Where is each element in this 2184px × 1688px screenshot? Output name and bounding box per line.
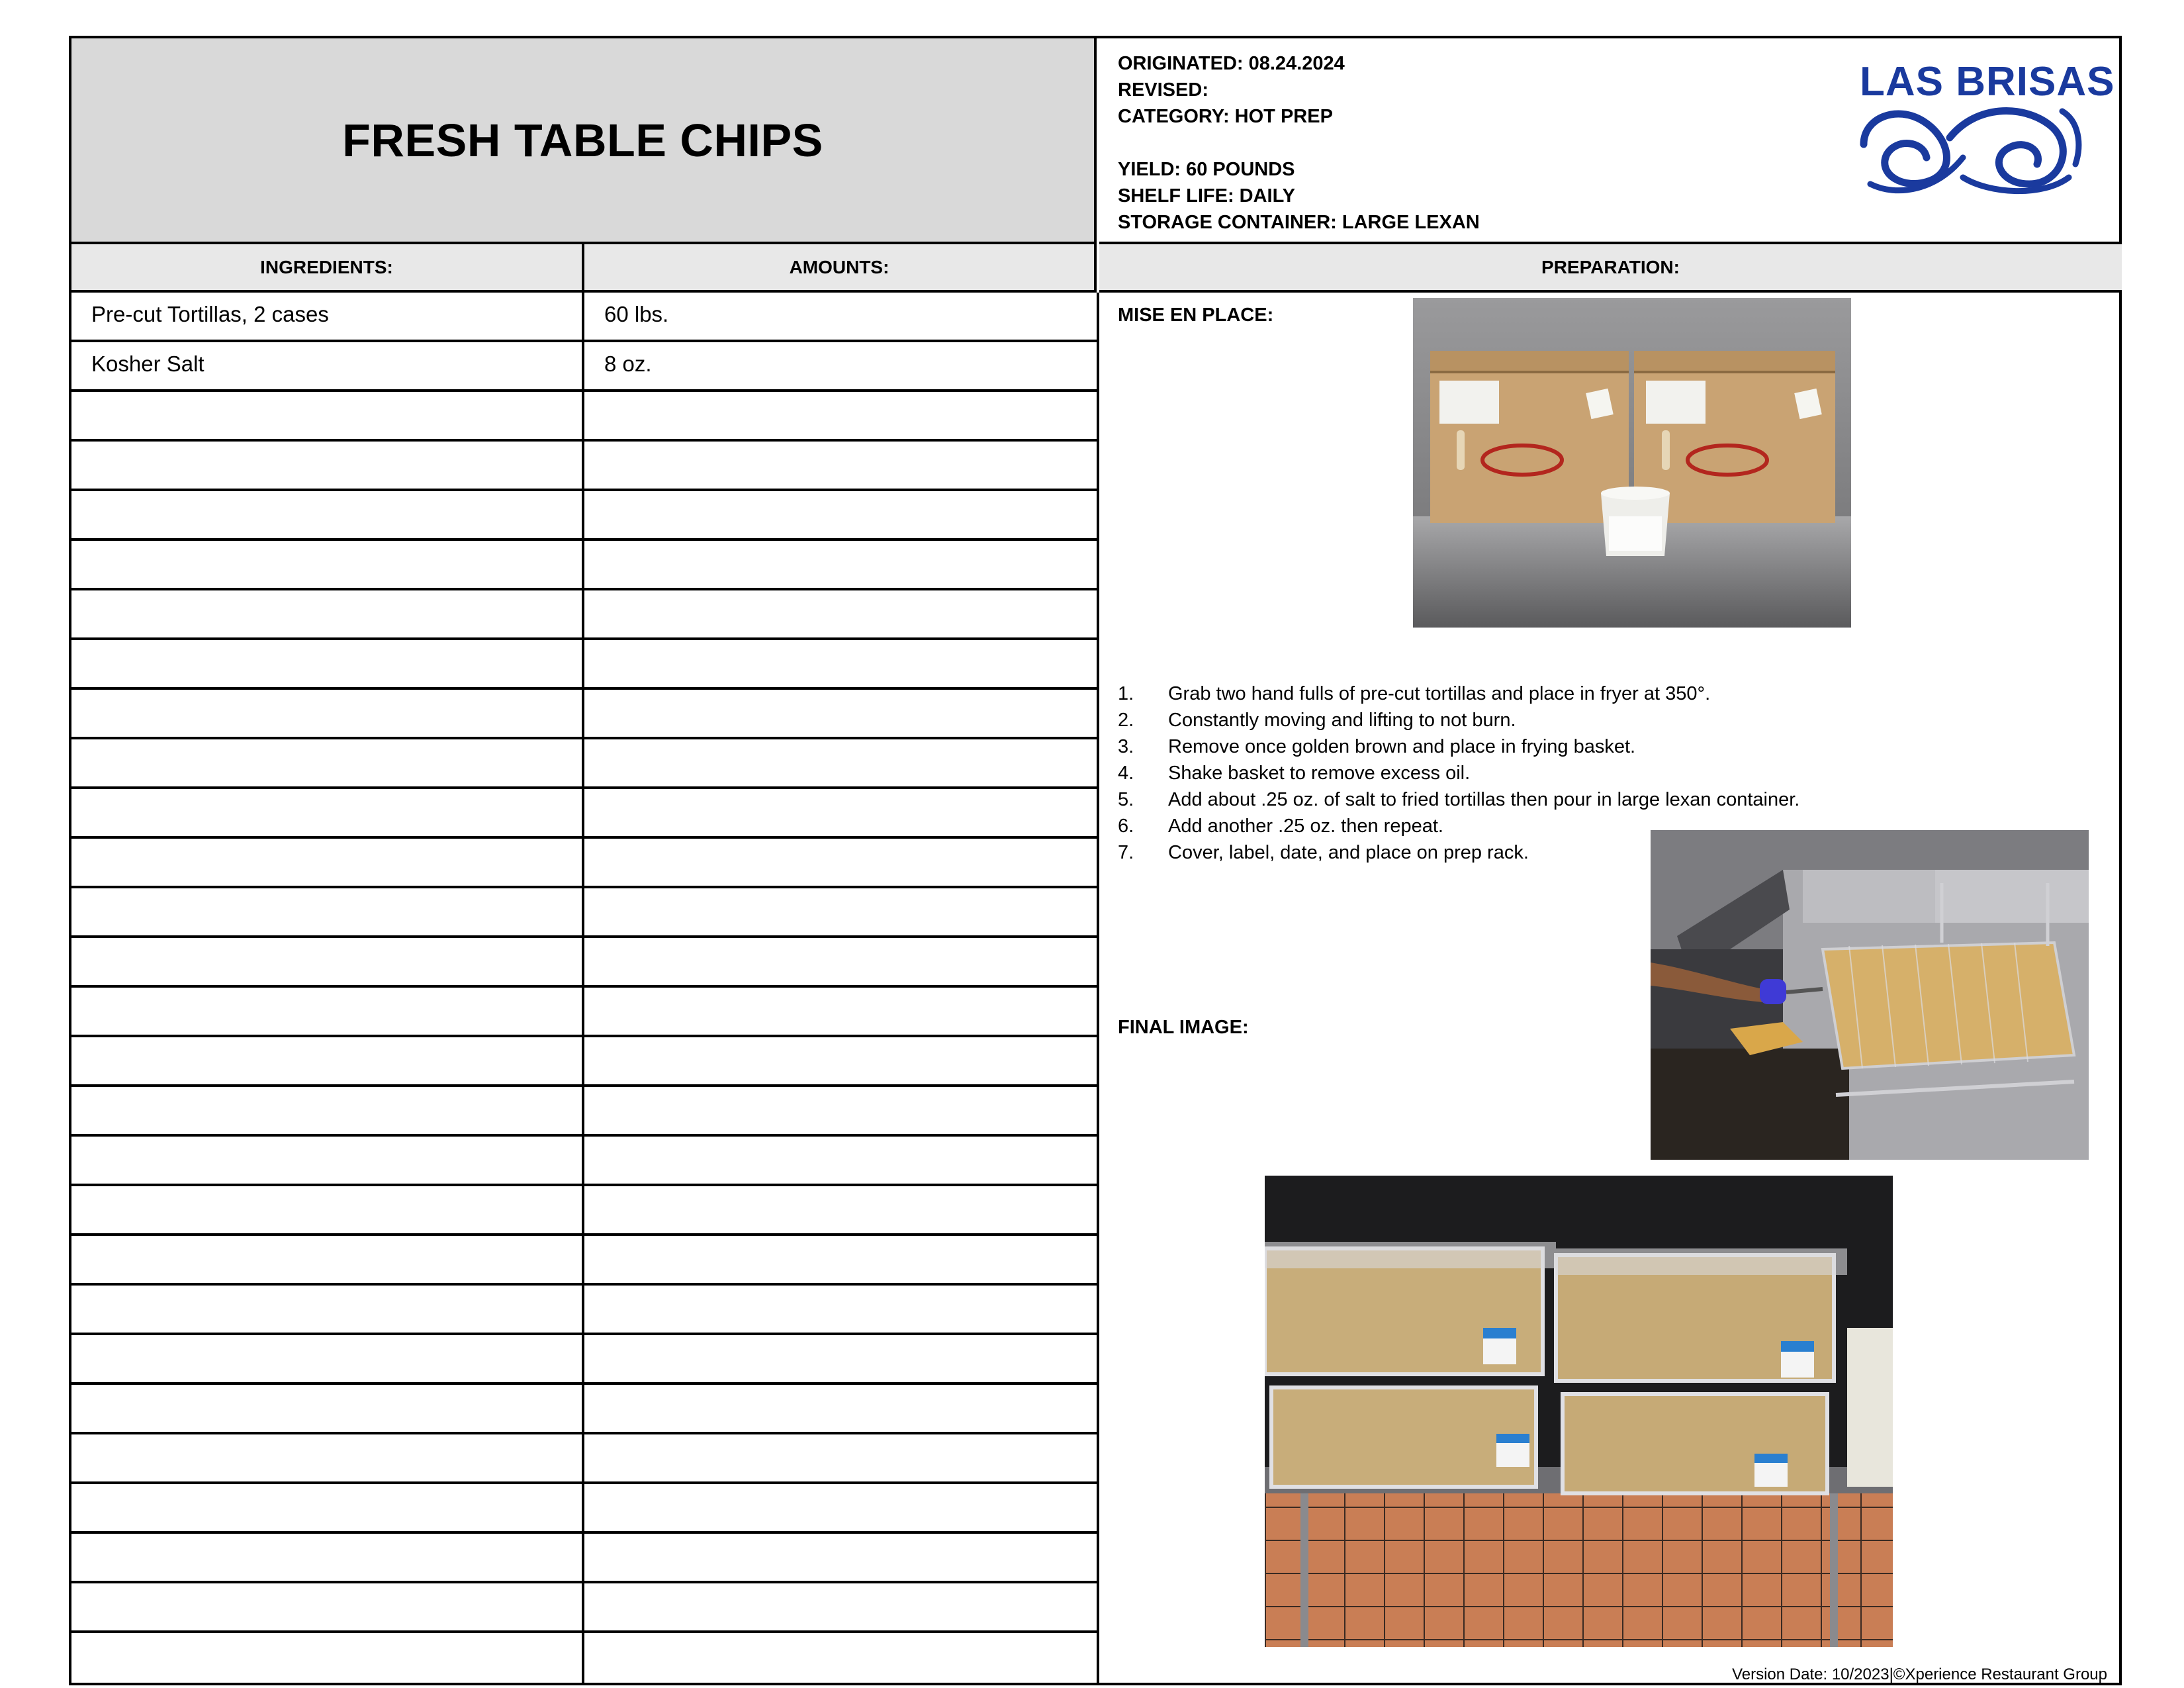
table-row bbox=[71, 1137, 1097, 1186]
step-number: 7. bbox=[1118, 842, 1134, 863]
shelf-life: SHELF LIFE: DAILY bbox=[1118, 185, 1295, 207]
ingredient-cell: Pre-cut Tortillas, 2 cases bbox=[71, 293, 584, 340]
amount-cell bbox=[584, 888, 1097, 935]
table-row bbox=[71, 442, 1097, 491]
table-row bbox=[71, 1087, 1097, 1137]
amount-cell bbox=[584, 1583, 1097, 1630]
table-row bbox=[71, 541, 1097, 590]
table-row bbox=[71, 392, 1097, 442]
ingredient-cell bbox=[71, 1186, 584, 1233]
amount-cell bbox=[584, 640, 1097, 687]
step-text: Cover, label, date, and place on prep rack. bbox=[1168, 842, 1529, 863]
ingredient-cell bbox=[71, 1037, 584, 1084]
ingredient-cell bbox=[71, 690, 584, 737]
ingredients-table bbox=[71, 293, 1099, 1685]
ingredient-cell: Kosher Salt bbox=[71, 342, 584, 389]
amount-cell bbox=[584, 739, 1097, 786]
ingredient-cell bbox=[71, 1385, 584, 1432]
table-row bbox=[71, 1434, 1097, 1484]
step-number: 6. bbox=[1118, 816, 1134, 837]
ingredient-cell bbox=[71, 1236, 584, 1283]
step-number: 1. bbox=[1118, 683, 1134, 704]
revised-date: REVISED: bbox=[1118, 79, 1208, 101]
mise-en-place-photo bbox=[1413, 298, 1851, 628]
step-text: Remove once golden brown and place in frying basket. bbox=[1168, 736, 1636, 757]
ingredient-cell bbox=[71, 1484, 584, 1531]
list-item bbox=[1118, 680, 1912, 707]
storage-container: STORAGE CONTAINER: LARGE LEXAN bbox=[1118, 212, 1480, 233]
amount-cell bbox=[584, 590, 1097, 637]
amount-cell bbox=[584, 1534, 1097, 1581]
amount-cell bbox=[584, 1037, 1097, 1084]
table-row bbox=[71, 1335, 1097, 1385]
ingredient-cell bbox=[71, 1633, 584, 1683]
amount-cell bbox=[584, 988, 1097, 1035]
table-row bbox=[71, 1286, 1097, 1335]
table-row bbox=[71, 739, 1097, 789]
ingredient-cell bbox=[71, 1087, 584, 1134]
preparation-section bbox=[1099, 293, 2122, 1685]
table-row bbox=[71, 839, 1097, 888]
ingredient-cell bbox=[71, 1286, 584, 1333]
ingredient-cell bbox=[71, 442, 584, 489]
ingredient-cell bbox=[71, 491, 584, 538]
amount-cell: 60 lbs. bbox=[604, 302, 669, 326]
table-row bbox=[71, 1484, 1097, 1534]
amount-cell bbox=[584, 1484, 1097, 1531]
amount-cell bbox=[584, 491, 1097, 538]
step-text: Shake basket to remove excess oil. bbox=[1168, 763, 1471, 784]
amount-cell bbox=[584, 1137, 1097, 1184]
meta-cell bbox=[1099, 38, 2122, 244]
step-text: Constantly moving and lifting to not burn. bbox=[1168, 710, 1516, 731]
step-number: 4. bbox=[1118, 763, 1134, 784]
ingredient-cell bbox=[71, 888, 584, 935]
ingredient-cell bbox=[71, 1583, 584, 1630]
amount-cell bbox=[584, 1335, 1097, 1382]
list-item bbox=[1118, 733, 1912, 760]
logo-text: LAS BRISAS bbox=[1860, 59, 2115, 105]
recipe-sheet bbox=[69, 36, 2122, 1685]
ingredient-cell bbox=[71, 1534, 584, 1581]
frying-photo bbox=[1651, 830, 2089, 1160]
amount-cell bbox=[584, 541, 1097, 588]
step-text: Add another .25 oz. then repeat. bbox=[1168, 816, 1443, 837]
table-row bbox=[71, 342, 1097, 392]
ingredient-cell bbox=[71, 739, 584, 786]
amount-cell: 8 oz. bbox=[604, 352, 652, 376]
table-row bbox=[71, 1186, 1097, 1236]
step-text: Grab two hand fulls of pre-cut tortillas and place in fryer at 350°. bbox=[1168, 683, 1711, 704]
amount-cell bbox=[584, 1286, 1097, 1333]
table-row bbox=[71, 1385, 1097, 1434]
amount-cell bbox=[584, 442, 1097, 489]
ingredient-cell bbox=[71, 541, 584, 588]
ingredient-cell bbox=[71, 1335, 584, 1382]
table-row bbox=[71, 938, 1097, 988]
table-row bbox=[71, 1583, 1097, 1633]
table-row bbox=[71, 1633, 1097, 1683]
table-row bbox=[71, 293, 1097, 342]
table-row bbox=[71, 590, 1097, 640]
ingredient-cell bbox=[71, 988, 584, 1035]
ingredient-cell bbox=[71, 590, 584, 637]
table-row bbox=[71, 1534, 1097, 1583]
amount-cell bbox=[584, 938, 1097, 985]
table-row bbox=[71, 690, 1097, 739]
ingredient-cell bbox=[71, 789, 584, 836]
table-row bbox=[71, 789, 1097, 839]
list-item bbox=[1118, 760, 1912, 786]
ingredients-header: INGREDIENTS: bbox=[71, 244, 584, 293]
title-cell bbox=[71, 38, 1097, 244]
page-title: FRESH TABLE CHIPS bbox=[342, 114, 823, 166]
amount-cell bbox=[584, 1186, 1097, 1233]
amount-cell bbox=[584, 789, 1097, 836]
version-footer: Version Date: 10/2023|©Xperience Restaurant Group bbox=[1732, 1665, 2107, 1683]
amount-cell bbox=[584, 839, 1097, 886]
ingredient-cell bbox=[71, 1137, 584, 1184]
table-row bbox=[71, 491, 1097, 541]
amounts-header: AMOUNTS: bbox=[584, 244, 1097, 293]
amount-cell bbox=[584, 1385, 1097, 1432]
las-brisas-logo bbox=[1850, 58, 2115, 197]
yield: YIELD: 60 POUNDS bbox=[1118, 159, 1295, 180]
mise-en-place-label: MISE EN PLACE: bbox=[1118, 305, 1274, 326]
table-row bbox=[71, 888, 1097, 938]
category: CATEGORY: HOT PREP bbox=[1118, 106, 1333, 127]
table-row bbox=[71, 1236, 1097, 1286]
final-image-label: FINAL IMAGE: bbox=[1118, 1017, 1249, 1038]
table-row bbox=[71, 1037, 1097, 1087]
ingredient-cell bbox=[71, 640, 584, 687]
ingredient-cell bbox=[71, 839, 584, 886]
ingredient-cell bbox=[71, 392, 584, 439]
step-number: 5. bbox=[1118, 789, 1134, 810]
amount-cell bbox=[584, 1633, 1097, 1683]
final-image-photo bbox=[1265, 1176, 1893, 1647]
step-number: 2. bbox=[1118, 710, 1134, 731]
list-item bbox=[1118, 786, 1912, 813]
table-row bbox=[71, 988, 1097, 1037]
originated-date: ORIGINATED: 08.24.2024 bbox=[1118, 53, 1345, 74]
list-item bbox=[1118, 707, 1912, 733]
table-row bbox=[71, 640, 1097, 690]
amount-cell bbox=[584, 1236, 1097, 1283]
amount-cell bbox=[584, 392, 1097, 439]
preparation-header: PREPARATION: bbox=[1099, 244, 2122, 293]
amount-cell bbox=[584, 1434, 1097, 1481]
amount-cell bbox=[584, 1087, 1097, 1134]
ingredient-cell bbox=[71, 1434, 584, 1481]
step-text: Add about .25 oz. of salt to fried tortillas then pour in large lexan container. bbox=[1168, 789, 1800, 810]
ingredient-cell bbox=[71, 938, 584, 985]
step-number: 3. bbox=[1118, 736, 1134, 757]
amount-cell bbox=[584, 690, 1097, 737]
